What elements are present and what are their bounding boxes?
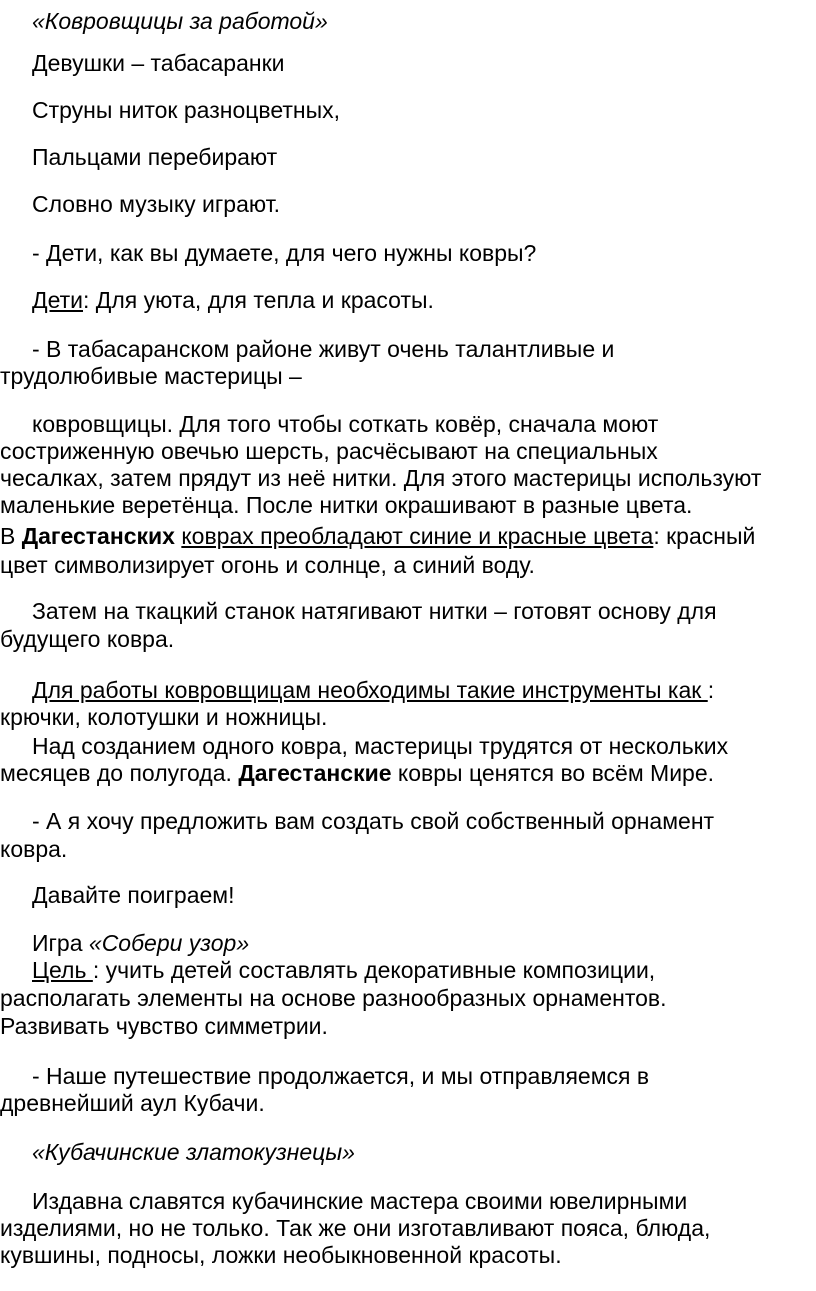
paragraph-process-line-1: ковровщицы. Для того чтобы соткать ковёр, сначала моют: [32, 411, 659, 437]
paragraph-tools-line-2: крючки, колотушки и ножницы.: [0, 704, 328, 730]
paragraph-process-line-6: цвет символизирует огонь и солнце, а синий воду.: [0, 552, 535, 578]
paragraph-ornament-line-1: - А я хочу предложить вам создать свой собственный орнамент: [32, 808, 715, 834]
bold-dagestan: Дагестанских: [21, 523, 175, 549]
paragraph-ornament-line-2: ковра.: [0, 836, 68, 862]
section-title-text: «Ковровщицы за работой»: [32, 8, 328, 34]
bold-dagestan-carpets: Дагестанские: [238, 760, 392, 786]
goal-text: : учить детей составлять декоративные композиции,: [92, 957, 656, 983]
paragraph-tabasaran-line-1: - В табасаранском районе живут очень талантливые и: [32, 336, 615, 362]
children-answer: [0, 287, 816, 314]
question-why-carpets: - Дети, как вы думаете, для чего нужны ковры?: [32, 240, 537, 266]
underlined-colors-phrase: коврах преобладают синие и красные цвета: [181, 523, 654, 549]
text-run: Игра: [32, 930, 89, 956]
section-title-carpet-weavers: [0, 8, 816, 35]
poem-line-4: Словно музыку играют.: [32, 191, 280, 217]
paragraph-kubachi-line-2: изделиями, но не только. Так же они изготавливают пояса, блюда,: [0, 1215, 711, 1241]
paragraph-duration-line-1: Над созданием одного ковра, мастерицы трудятся от нескольких: [32, 733, 729, 759]
text-run: В: [0, 523, 22, 549]
underlined-tools-phrase: Для работы ковровщицам необходимы такие инструменты как: [32, 677, 708, 703]
paragraph-journey-line-2: древнейший аул Кубачи.: [0, 1090, 265, 1116]
answer-text: : Для уюта, для тепла и красоты.: [83, 287, 434, 313]
lets-play-line: Давайте поиграем!: [32, 882, 235, 908]
text-run: : красный: [653, 523, 756, 549]
goal-line-3: Развивать чувство симметрии.: [0, 1013, 328, 1039]
goal-label: Цель: [32, 957, 93, 983]
paragraph-process-line-4: маленькие веретёнца. После нитки окрашивают в разные цвета.: [0, 492, 693, 518]
paragraph-duration-line-2: [0, 760, 816, 787]
paragraph-loom-line-1: Затем на ткацкий станок натягивают нитки – готовят основу для: [32, 598, 717, 624]
paragraph-tabasaran-line-2: трудолюбивые мастерицы –: [0, 363, 302, 389]
text-run: ковры ценятся во всём Мире.: [391, 760, 715, 786]
poem-line-1: Девушки – табасаранки: [32, 50, 285, 76]
paragraph-kubachi-line-3: кувшины, подносы, ложки необыкновенной красоты.: [0, 1242, 562, 1268]
paragraph-tools-line-1: [0, 677, 816, 704]
paragraph-loom-line-2: будущего ковра.: [0, 626, 175, 652]
section-title-text: «Кубачинские златокузнецы»: [32, 1139, 355, 1165]
paragraph-kubachi-line-1: Издавна славятся кубачинские мастера своими ювелирными: [32, 1188, 688, 1214]
paragraph-process-line-3: чесалках, затем прядут из неё нитки. Для этого мастерицы используют: [0, 465, 762, 491]
answer-label: Дети: [32, 287, 83, 313]
paragraph-process-line-5: [0, 523, 816, 550]
paragraph-journey-line-1: - Наше путешествие продолжается, и мы отправляемся в: [32, 1063, 650, 1089]
poem-line-3: Пальцами перебирают: [32, 144, 278, 170]
goal-line-2: располагать элементы на основе разнообразных орнаментов.: [0, 985, 667, 1011]
text-run: :: [707, 677, 715, 703]
poem-line-2: Струны ниток разноцветных,: [32, 97, 341, 123]
text-run: месяцев до полугода.: [0, 760, 239, 786]
paragraph-process-line-2: состриженную овечью шерсть, расчёсывают на специальных: [0, 438, 658, 464]
section-title-kubachi: [0, 1139, 816, 1166]
game-title-line: [0, 930, 816, 957]
goal-line-1: [0, 957, 816, 984]
game-title: «Собери узор»: [88, 930, 250, 956]
